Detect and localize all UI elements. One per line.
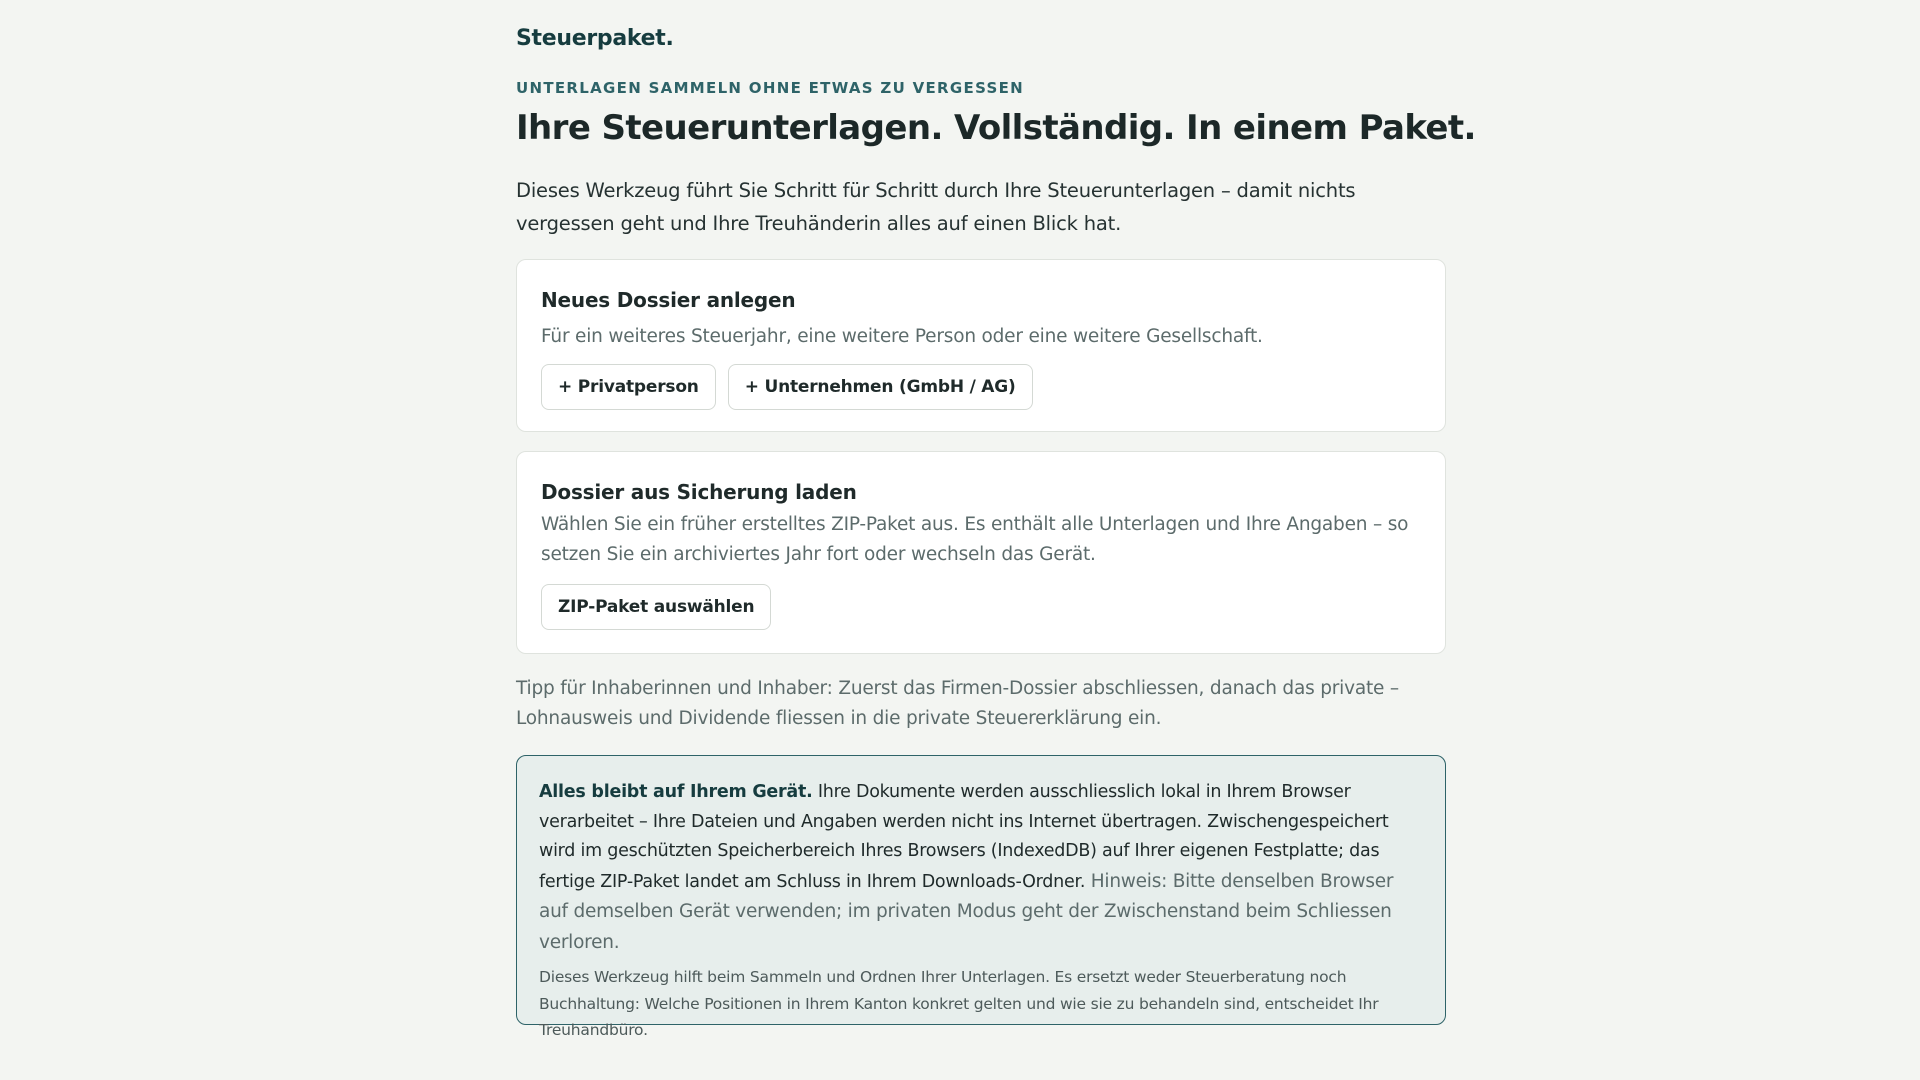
load-dossier-description: Wählen Sie ein früher erstelltes ZIP-Paket aus. Es enthält alle Unterlagen und Ihre Angaben – so setzen Sie ein archiviertes Jahr fort oder wechseln das Gerät.	[541, 514, 1409, 565]
disclaimer-text: Dieses Werkzeug hilft beim Sammeln und Ordnen Ihrer Unterlagen. Es ersetzt weder Steuerberatung noch Buchhaltung: Welche Positionen in Ihrem Kanton konkret gelten und wie sie zu behandeln sind, entscheidet Ihr Treuhandbüro.	[539, 968, 1379, 1039]
privacy-notice-hint: Hinweis: Bitte denselben Browser auf demselben Gerät verwenden; im privaten Modus geht der Zwischenstand beim Schliessen verloren.	[539, 870, 1394, 953]
privacy-notice-strong: Alles bleibt auf Ihrem Gerät.	[539, 782, 813, 802]
add-company-button[interactable]: + Unternehmen (GmbH / AG)	[728, 364, 1033, 410]
select-zip-button[interactable]: ZIP-Paket auswählen	[541, 584, 771, 630]
new-dossier-heading: Neues Dossier anlegen	[541, 288, 796, 312]
privacy-notice	[516, 755, 1446, 1039]
add-private-person-button[interactable]: + Privatperson	[541, 364, 716, 410]
page-title: Ihre Steuerunterlagen. Vollständig. In einem Paket.	[516, 108, 1476, 148]
new-dossier-card	[516, 259, 1446, 432]
brand-logo: Steuerpaket.	[516, 26, 674, 51]
eyebrow-text: UNTERLAGEN SAMMELN OHNE ETWAS ZU VERGESSEN	[516, 79, 1024, 97]
load-dossier-card	[516, 451, 1446, 654]
new-dossier-actions	[541, 364, 1421, 410]
privacy-notice-body: Ihre Dokumente werden ausschliesslich lokal in Ihrem Browser verarbeitet – Ihre Dateien und Angaben werden nicht ins Internet übertragen. Zwischengespeichert wird im geschützten Speicherbereich Ihres Browsers (IndexedDB) auf Ihrer eigenen Festplatte; das fertige ZIP-Paket landet am Schluss in Ihrem Downloads-Ordner.	[539, 782, 1389, 892]
privacy-notice-text	[539, 778, 1423, 958]
load-dossier-actions	[541, 584, 1421, 630]
load-dossier-heading: Dossier aus Sicherung laden	[541, 480, 857, 504]
owner-tip: Tipp für Inhaberinnen und Inhaber: Zuerst das Firmen-Dossier abschliessen, danach das private – Lohnausweis und Dividende fliessen in die private Steuererklärung ein.	[516, 678, 1399, 729]
new-dossier-description: Für ein weiteres Steuerjahr, eine weitere Person oder eine weitere Gesellschaft.	[541, 326, 1263, 347]
intro-text: Dieses Werkzeug führt Sie Schritt für Schritt durch Ihre Steuerunterlagen – damit nichts vergessen geht und Ihre Treuhänderin alles auf einen Blick hat.	[516, 179, 1356, 235]
